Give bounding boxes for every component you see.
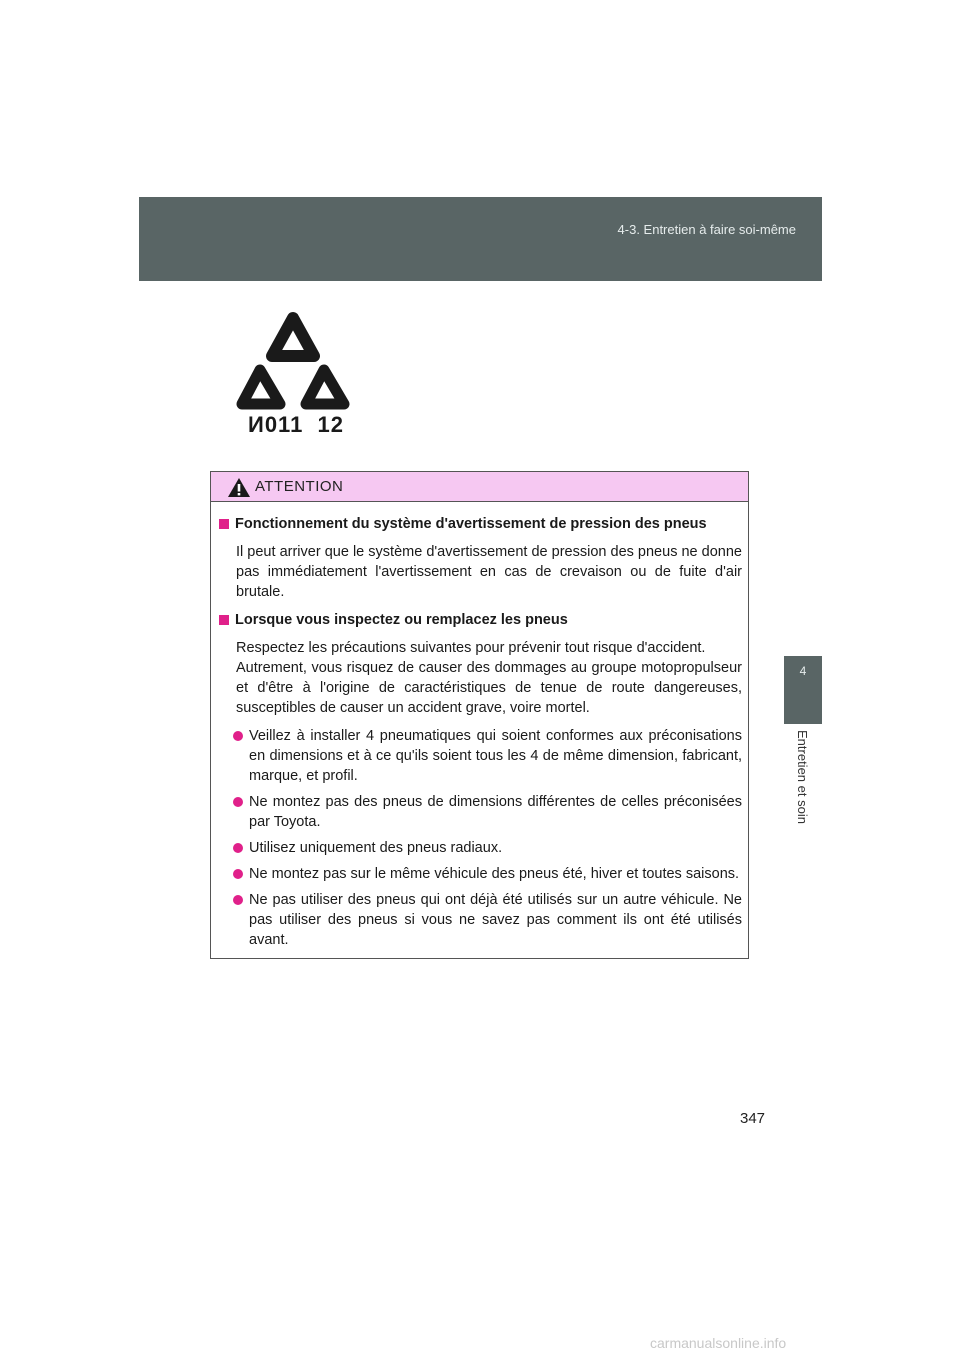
list-item-text: Utilisez uniquement des pneus radiaux. xyxy=(249,840,503,856)
section-heading-tpws xyxy=(217,514,742,534)
section-header-band xyxy=(139,197,822,281)
watermark: carmanualsonline.info xyxy=(650,1335,787,1351)
section-heading-text: Lorsque vous inspectez ou remplacez les pneus xyxy=(235,612,568,628)
chapter-label-container xyxy=(782,730,822,850)
section-intro: Respectez les précautions suivantes pour prévenir tout risque d'accident. xyxy=(236,640,706,656)
chapter-tab xyxy=(784,656,822,724)
warning-header xyxy=(211,472,748,502)
chapter-label: Entretien et soin xyxy=(795,730,810,824)
section-body: Il peut arriver que le système d'avertissement de pression des pneus ne donne pas immédiatement l'avertissement en cas de crevaison ou de fuite d'air brutale. xyxy=(236,544,742,600)
list-item xyxy=(217,864,742,884)
list-item xyxy=(217,726,742,786)
warning-title: ATTENTION xyxy=(255,478,344,495)
round-bullet-icon xyxy=(233,869,243,879)
list-item-text: Ne montez pas sur le même véhicule des pneus été, hiver et toutes saisons. xyxy=(249,866,740,882)
square-bullet-icon xyxy=(219,615,229,625)
page-number: 347 xyxy=(740,1110,766,1127)
list-item-text: Veillez à installer 4 pneumatiques qui soient conformes aux préconisations en dimensions et à ce qu'ils soient tous les 4 de même dimension, fabricant, marque, et profil. xyxy=(249,728,742,784)
section-heading-tire-inspection xyxy=(217,610,742,630)
warning-triangle-icon xyxy=(227,477,251,498)
warning-content xyxy=(211,502,748,956)
section-title: 4-3. Entretien à faire soi-même xyxy=(617,222,796,237)
list-item xyxy=(217,890,742,950)
round-bullet-icon xyxy=(233,843,243,853)
list-item xyxy=(217,838,742,858)
chapter-number: 4 xyxy=(799,664,807,678)
list-item xyxy=(217,792,742,832)
tire-marking-code: И011 12 xyxy=(248,412,344,437)
section-intro: Autrement, vous risquez de causer des dommages au groupe motopropulseur et d'être à l'origine de caractéristiques de tenue de route dangereuses, susceptibles de causer un accident grave, voire mortel. xyxy=(236,660,742,716)
list-item-text: Ne pas utiliser des pneus qui ont déjà été utilisés sur un autre véhicule. Ne pas utiliser des pneus si vous ne savez pas comment ils ont été utilisés avant. xyxy=(249,892,742,948)
round-bullet-icon xyxy=(233,731,243,741)
three-triangle-tire-marking-icon xyxy=(236,310,351,412)
round-bullet-icon xyxy=(233,797,243,807)
square-bullet-icon xyxy=(219,519,229,529)
warning-box xyxy=(210,471,749,959)
round-bullet-icon xyxy=(233,895,243,905)
list-item-text: Ne montez pas des pneus de dimensions différentes de celles préconisées par Toyota. xyxy=(249,794,742,830)
section-heading-text: Fonctionnement du système d'avertissement de pression des pneus xyxy=(235,516,707,532)
